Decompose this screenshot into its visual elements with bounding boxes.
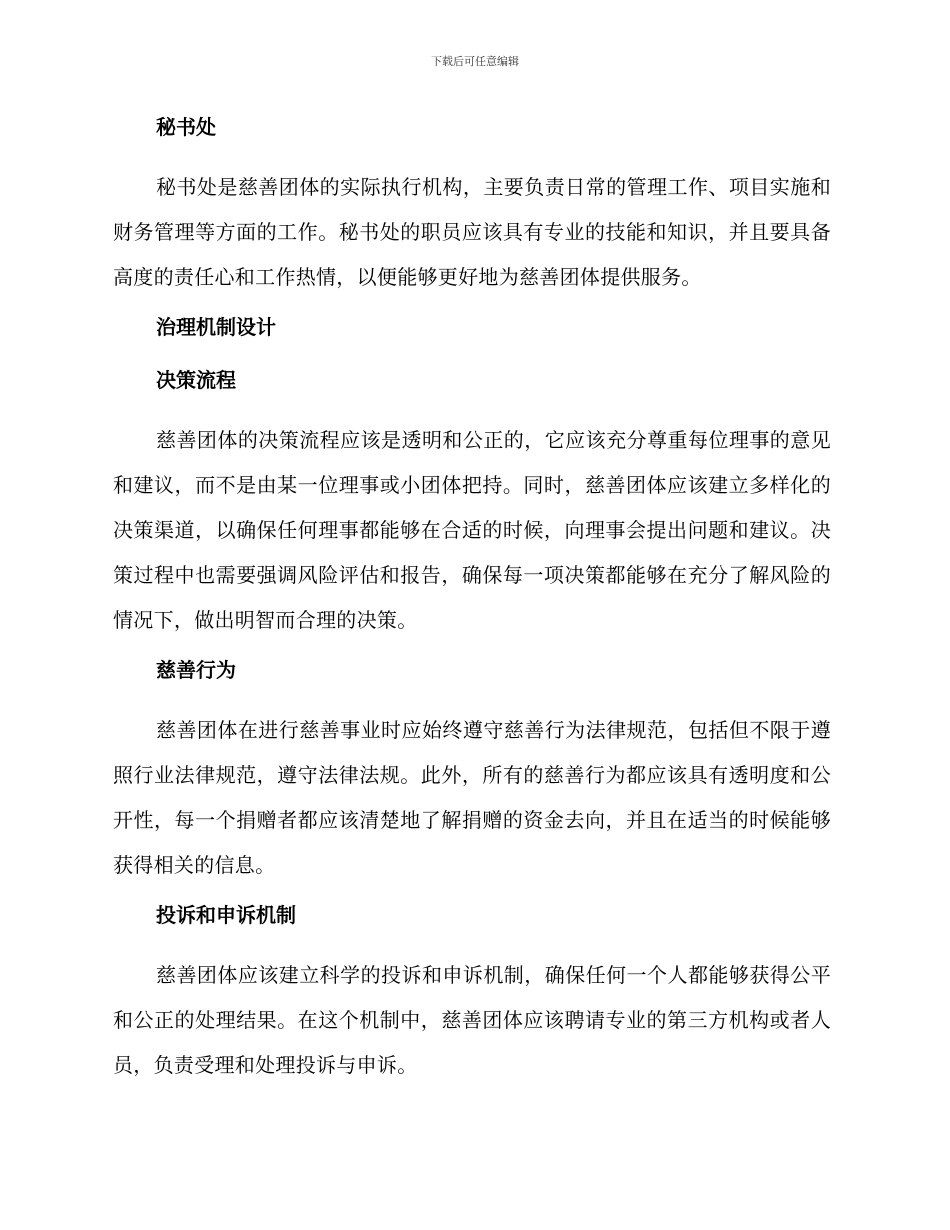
paragraph-decision-process: 慈善团体的决策流程应该是透明和公正的，它应该充分尊重每位理事的意见和建议，而不是由某一位理事或小团体把持。同时，慈善团体应该建立多样化的决策渠道，以确保任何理事都能够在合适的时候，向理事会提出问题和建议。决策过程中也需要强调风险评估和报告，确保每一项决策都能够在充分了解风险的情况下，做出明智而合理的决策。 bbox=[113, 428, 831, 632]
section-heading-governance: 治理机制设计 bbox=[156, 315, 276, 339]
paragraph-charity-conduct: 慈善团体在进行慈善事业时应始终遵守慈善行为法律规范，包括但不限于遵照行业法律规范，遵守法律法规。此外，所有的慈善行为都应该具有透明度和公开性，每一个捐赠者都应该清楚地了解捐赠的资金去向，并且在适当的时候能够获得相关的信息。 bbox=[113, 718, 831, 877]
page-header: 下载后可任意编辑 bbox=[431, 55, 519, 68]
section-heading-complaints: 投诉和申诉机制 bbox=[156, 903, 296, 927]
paragraph-secretariat: 秘书处是慈善团体的实际执行机构，主要负责日常的管理工作、项目实施和财务管理等方面的工作。秘书处的职员应该具有专业的技能和知识，并且要具备高度的责任心和工作热情，以便能够更好地为慈善团体提供服务。 bbox=[113, 175, 831, 289]
document-body bbox=[113, 112, 831, 1100]
paragraph-complaints: 慈善团体应该建立科学的投诉和申诉机制，确保任何一个人都能够获得公平和公正的处理结果。在这个机制中，慈善团体应该聘请专业的第三方机构或者人员，负责受理和处理投诉与申诉。 bbox=[113, 963, 831, 1077]
section-heading-decision-process: 决策流程 bbox=[156, 368, 236, 392]
section-heading-charity-conduct: 慈善行为 bbox=[156, 658, 236, 682]
section-heading-secretariat: 秘书处 bbox=[156, 115, 216, 139]
